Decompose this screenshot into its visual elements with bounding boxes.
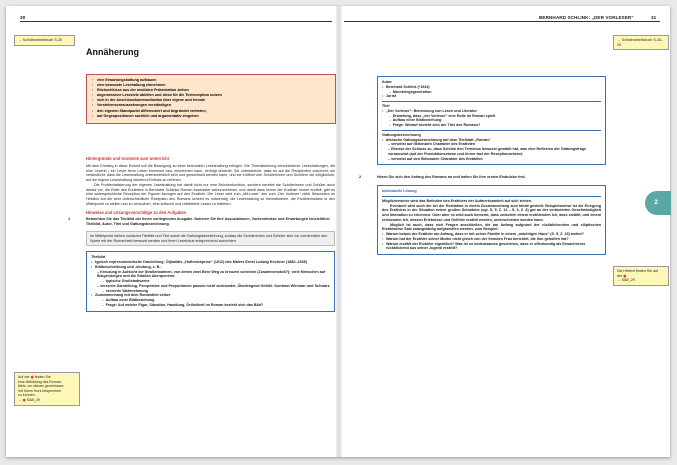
solution-box-bottom: [377, 185, 606, 255]
list-item: • Jurist: [382, 94, 601, 99]
list-item: • Warum betont der Erzähler am Anfang, dass er mit seiner Familie in einem „mächtigen Haus“ (S. 5, Z. 15) wohnt?: [382, 232, 601, 237]
red-logo-icon: ◉: [623, 273, 627, 278]
list-item: → typische Großstadtszene: [91, 279, 330, 284]
list-item: – verweist auf den fiktionalen Charakter des Erzählten: [388, 156, 483, 161]
section-heading: Hintergründe und Kontexte zum Unterricht: [86, 156, 170, 161]
goal-item: › angemessene Leseziele ableiten und diese für die Textrezeption nutzen: [92, 93, 330, 98]
list-item: → Erwartung, dass „der Vorleser“ eine Rolle im Roman spielt: [388, 113, 496, 118]
list-item: • Warum hat der Erzähler seiner Mutter nicht gleich von der fremden Frau berichtet, die ihm geholfen hat?: [382, 237, 601, 242]
task-number: 1: [68, 217, 71, 222]
red-logo-icon: ◉: [22, 397, 26, 402]
margin-note-left-bottom: Auf der ◉ finden Sie eine Abbildung des Roman- titels, um diesen gemeinsam mit Ihrem Kurs besprechen zu können. → ◉ SAB_29: [14, 372, 80, 406]
page-title: Annäherung: [86, 47, 139, 57]
task-1: [68, 217, 335, 227]
solution-box-top: [377, 76, 606, 165]
box-heading: Titel: [382, 104, 390, 108]
chapter-tab: 2: [645, 191, 671, 215]
list-item: • „Der Vorleser“: Benennung von Lesen und Literatur: [382, 109, 601, 114]
paragraph: Mit dem Einstieg in diese Einheit soll die Bewegung zu einer bewussten Leseshaltung erfolgen. Die Thematisierung verschiedener Leseshaltungen, die eine Leserin / ein Leser beim Lesen einnimmt bzw. einnehmen kann, verfolgt dreierlei: Sie unterstreicht, dass es auf die Rezipienten ankommt; sie verdeutlicht, dass die Leseshaltung unterschiedlich sein und gewechselt werden kann, und sie eröffnet den Schülerinnen und Schülern die Möglichkeit, auf die eigene Leseshaltung steuernd Einfluss zu nehmen.: [86, 163, 335, 182]
left-main-column: [68, 154, 335, 312]
running-title: BERNHARD SCHLINK: „DER VORLESER“: [539, 15, 634, 20]
page-fold: [336, 6, 342, 457]
list-item: • Warum erzählt der Erzähler eigentlich? Was ist so bedeutsames geschehen, dass er offenkundig als Erwachsener rückblickend aus seiner Jugend erzählt?: [382, 242, 601, 252]
list-item: • deutsche Gattungsbezeichnung auf dem Titelblatt „Roman“: [382, 138, 601, 143]
box-heading: Titelbild: [91, 255, 106, 260]
list-item: – verweist auf fiktionalen Charakter des Erzählten: [388, 142, 476, 147]
goal-item: › eine bewusste Lesehaltung einnehmen: [92, 83, 330, 88]
right-main-column: [359, 76, 606, 255]
paragraph: Eventuell wird auch die Art der Rezitation in einem Zusammenhang zum Inhalt gestellt: Beispielsweise ist die Erregung des Erzählers in der Situation seiner großen Schwäche (vgl. S. 5, Z. 14 – S. 6, Z. 8) gut an der veränderten Geschwindigkeit und Intonation zu erkennen. Oder aber es wird auch bemerkt, dass zwischen einem erzählenden Ich, dass erzählt, und einem erlebenden Ich, dessen Erlebnisse und Gefühle erzählt werden, unterschieden werden kann.: [382, 203, 601, 222]
box-heading: Autor: [382, 80, 392, 84]
divider: [382, 196, 601, 197]
list-item: – verzerrte Darstellung, Perspektive und Proportionen passen nicht zueinander, Übertragend Gefühl: Kontrast Wirrwarr und Schwarz: [97, 283, 330, 288]
learning-goals-box: [86, 74, 336, 124]
margin-note-right-top: → Schülerarbeitsbuch S.28–29: [613, 35, 669, 50]
margin-note-left-top: → Schülerarbeitsbuch S.28: [14, 35, 75, 46]
list-item: – Kreuzung in Aufsicht vor Straßenbahnen, von denen zwei Bern Weg zu kreuzen scheinen (Zusammenstoß?); viele Menschen auf Bürgersteigen und die Straßen überquerend: [97, 269, 326, 279]
list-item: → verzerrte Wahrnehmung: [91, 289, 330, 294]
list-item: → Aufbau einer Bildbeziehung: [388, 118, 442, 123]
divider: [382, 101, 601, 102]
list-item: • Zusammenhang mit dem Romantitel selber: [91, 293, 330, 298]
list-item: • Bildbeschreibung und -deutung, z. B.:: [91, 265, 330, 270]
task-text: Hören Sie sich den Anfang des Romans an und halten Sie Ihre ersten Eindrücke fest.: [377, 175, 526, 180]
list-item: → Aufbau einer Bildbeziehung: [91, 298, 330, 303]
note-box: Im Mittelpunkt stehen zunächst Titelbild und Titel sowie die Gattungsbezeichnung, sodass die Schülerinnen und Schüler sich vor vornehmlich den Spiele mit der Romanheld bewusst werden und ihren Lesefokus entsprechend ausrichten.: [86, 231, 335, 247]
right-header-rule: [344, 21, 660, 22]
list-item: → Frage: Auf welche Figur, Situation, Handlung, Örtlichkeit im Roman bezieht sich das Bild?: [91, 303, 330, 308]
paragraph: Möglich ist auch, dass sich Fragen anschließen, die am Anfang aufgrund der rückblickenden und elliptischen Erzählweise Satz zwangsläufig aufgeworfen werden, zum Beispiel:: [382, 222, 601, 232]
task-text: Betrachten Sie das Titelbild der Ihnen vorliegenden Ausgabe. Notieren Sie Ihre Assoziationen, Vorkenntnisse und Erwartungen hinsichtlich Titelbild, Autor, Titel und Gattungsbezeichnung.: [86, 217, 330, 226]
paragraph: Möglicherweise wird das Befinden des Erzählers der Aufmerksamkeit auf sich ziehen.: [382, 198, 533, 203]
divider: [382, 130, 601, 131]
goal-item: › sich in der Anschlusskommunikation über eigene und fremde: [92, 98, 330, 103]
paragraph: Die Problematisierung der eigenen Leseshaltung hat damit nicht nur eine Brückenfunktion, sondern bereitet die Schülerinnen und Schüler auch darauf vor, die Rolle des Erzählers in Bernhard Schlinks Roman bewusster wahrzunehmen, und damit dass keiner der Erzähler immer erzählt, gibt es eine widersprüchliche Rezeption der Figuren bezogen auf den Erzähler. Der Leser wird zum „Mit-Leser“ den zum „Der Vorleser“ zählt. Besonders im Hinblick auf die sehr unterschiedliche Rezeption des Romans scheint es notwendig, die Leseshaltung zu thematisieren, die Erzählerinstanz in den Mittelpunkt zu stellen und zu versuchen, eine kritische und reflektierte Lesart zu initiieren.: [86, 182, 335, 206]
box-heading: Individuelle Lösung: [382, 189, 417, 193]
list-item: → Nachkriegsgeneration: [388, 89, 432, 94]
left-page-number: 30: [20, 15, 26, 20]
margin-note-text: Schülerarbeitsbuch S.28: [22, 38, 62, 42]
box-heading: Gattungsbezeichnung: [382, 132, 421, 137]
margin-note-text: Schülerarbeitsbuch S.28–29: [617, 38, 663, 47]
list-item: • Bernhard Schlink (*1944): [382, 85, 601, 90]
section-heading: Hinweise und Lösungsvorschläge zu den Aufgaben: [86, 209, 187, 215]
task-number: 2: [359, 175, 362, 180]
left-header-rule: [20, 21, 332, 22]
goal-item: › den eigenen Standpunkt differenziert und begründet vertreten,: [92, 109, 330, 114]
goal-item: › auf Gegenpositionen sachlich und argumentativ eingehen: [92, 114, 330, 119]
goal-item: › Rückschlüsse aus der medialen Präsentation ziehen: [92, 88, 330, 93]
goal-item: › Verstehensvoraussetzungen verständigen: [92, 103, 330, 108]
margin-note-right-middle: Die Hörtext finden Sie auf der ◉ → SAB_29: [613, 266, 669, 286]
list-item: • typisch expressionistische Darstellung: Öljbaildis „Hofinnickprinz“ (1912) des Malers Ernst Ludwig Kirchner (1880–1938): [91, 260, 330, 265]
task-2: [359, 175, 606, 180]
book-spread: [6, 6, 670, 457]
list-item: – Ebenso der Schluss zu, dass Schlink den Terminus bewusst gewählt hat, was eine Reflexion der Gattungsfrage voraussetzt (auf der Produktionsebene und ferner fast der Rezeptionsebene): [388, 147, 587, 156]
goal-item: › eine Erwartungshaltung aufbauen: [92, 78, 330, 83]
solution-box: [86, 251, 335, 311]
list-item: → Frage: Worauf bezieht sich der Titel des Romans?: [388, 123, 481, 127]
right-page-number: 31: [651, 15, 657, 20]
red-logo-icon: ◉: [30, 375, 34, 379]
